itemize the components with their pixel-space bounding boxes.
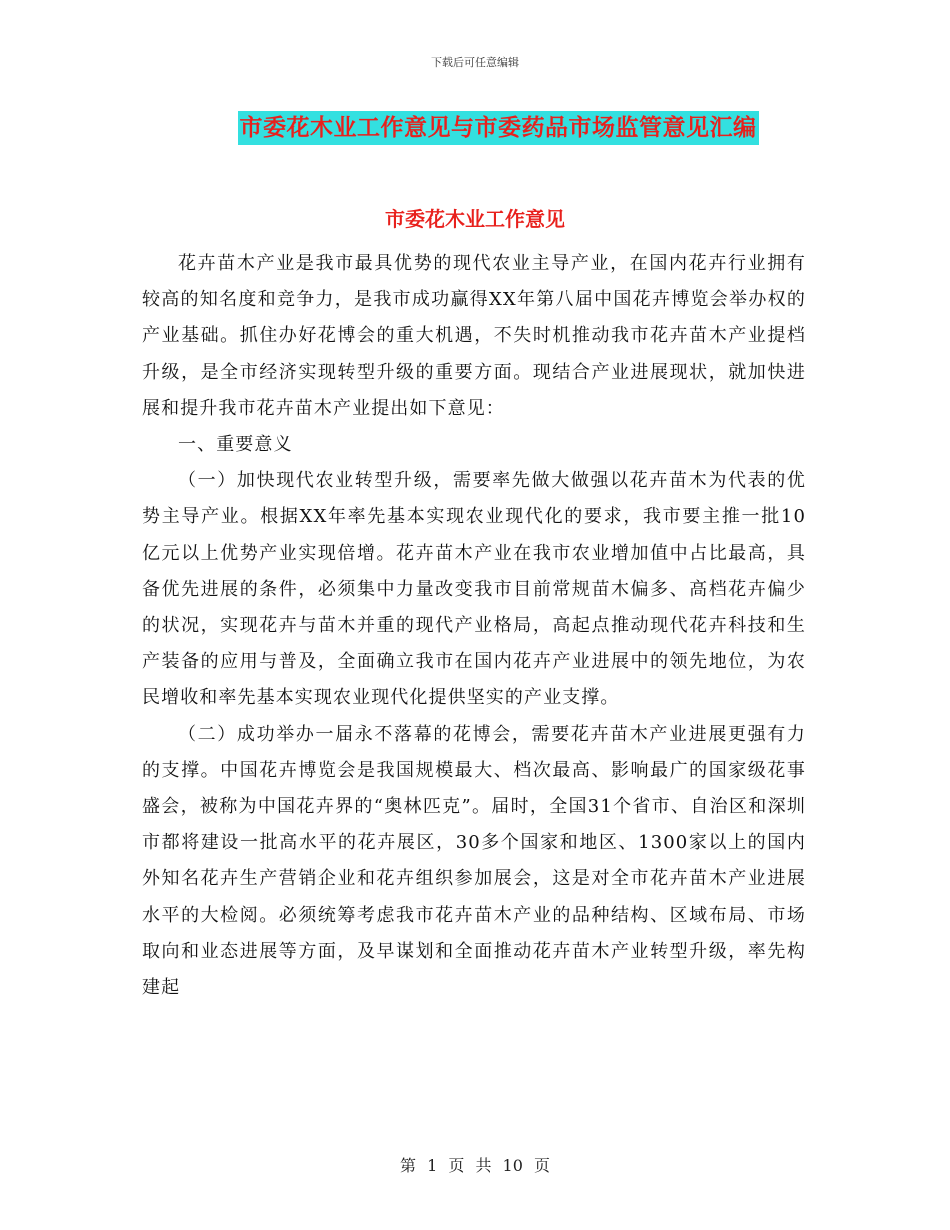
section-title: 市委花木业工作意见 xyxy=(385,207,565,231)
document-main-title: 市委花木业工作意见与市委药品市场监管意见汇编 xyxy=(238,111,759,145)
main-title-container xyxy=(0,111,950,145)
page-footer: 第 1 页 共 10 页 xyxy=(400,1156,550,1175)
paragraph-heading-importance: 一、重要意义 xyxy=(178,434,293,456)
header-note: 下载后可任意编辑 xyxy=(431,56,519,69)
paragraph-intro: 花卉苗木产业是我市最具优势的现代农业主导产业，在国内花卉行业拥有较高的知名度和竞争力，是我市成功赢得XX年第八届中国花卉博览会举办权的产业基础。抓住办好花博会的重大机遇，不失时机推动我市花卉苗木产业提档升级，是全市经济实现转型升级的重要方面。现结合产业进展现状，就加快进展和提升我市花卉苗木产业提出如下意见： xyxy=(142,253,806,419)
document-body xyxy=(142,246,806,1006)
paragraph-point-two: （二）成功举办一届永不落幕的花博会，需要花卉苗木产业进展更强有力的支撑。中国花卉博览会是我国规模最大、档次最高、影响最广的国家级花事盛会，被称为中国花卉界的“奥林匹克”。届时，全国31个省市、自治区和深圳市都将建设一批高水平的花卉展区，30多个国家和地区、1300家以上的国内外知名花卉生产营销企业和花卉组织参加展会，这是对全市花卉苗木产业进展水平的大检阅。必须统筹考虑我市花卉苗木产业的品种结构、区域布局、市场取向和业态进展等方面，及早谋划和全面推动花卉苗木产业转型升级，率先构建起 xyxy=(142,723,806,999)
paragraph-point-one: （一）加快现代农业转型升级，需要率先做大做强以花卉苗木为代表的优势主导产业。根据XX年率先基本实现农业现代化的要求，我市要主推一批10亿元以上优势产业实现倍增。花卉苗木产业在我市农业增加值中占比最高，具备优先进展的条件，必须集中力量改变我市目前常规苗木偏多、高档花卉偏少的状况，实现花卉与苗木并重的现代产业格局，高起点推动现代花卉科技和生产装备的应用与普及，全面确立我市在国内花卉产业进展中的领先地位，为农民增收和率先基本实现农业现代化提供坚实的产业支撑。 xyxy=(142,470,806,709)
